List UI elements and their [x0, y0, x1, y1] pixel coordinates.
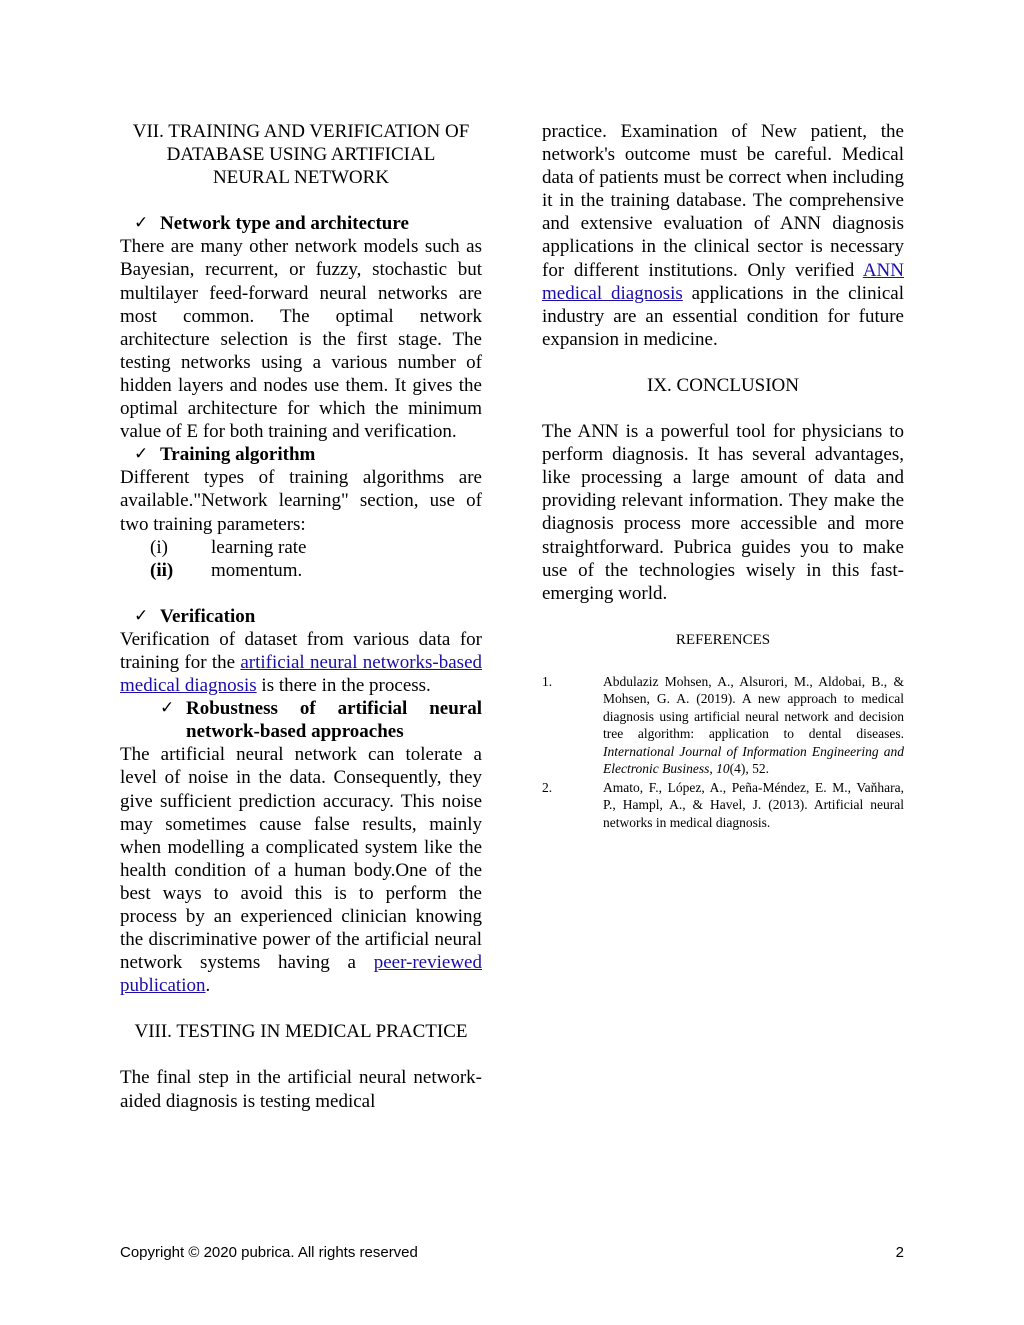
ann-medical-diagnosis-applications-link[interactable]: ANN medical diagnosis [542, 259, 904, 304]
reference-item [542, 779, 904, 832]
subheading-verification-label: Verification [160, 605, 256, 627]
checkmark-icon: ✓ [134, 605, 149, 626]
ann-medical-diagnosis-link[interactable]: artificial neural networks-based medical diagnosis [120, 651, 483, 697]
reference-item [542, 673, 904, 778]
reference-separator: , [709, 761, 717, 777]
section-heading-vii: VII. TRAINING AND VERIFICATION OF DATABASE USING ARTIFICIAL NEURAL NETWORK [132, 121, 470, 189]
checkmark-icon: ✓ [134, 444, 149, 465]
subheading-network-type-label: Network type and architecture [160, 213, 409, 235]
reference-journal: International Journal of Information Engineering and Electronic Business [603, 743, 904, 777]
reference-pages: (4), 52. [729, 761, 769, 777]
page-footer [120, 1244, 904, 1261]
verification-text-post: is there in the process. [256, 675, 431, 697]
subheading-robustness [160, 697, 482, 743]
section-heading-ix: IX. CONCLUSION [647, 374, 799, 396]
testing-text-pre: practice. Examination of New patient, the network's outcome must be careful. Medical data of patients must be correct when including it in the training database. The comprehensive and extensive evaluation of ANN diagnosis applications in the clinical sector is necessary for different institutions. Only verified [542, 121, 904, 281]
subheading-robustness-label: Robustness of artificial neural network-based approaches [186, 698, 482, 743]
verification-paragraph [120, 628, 482, 697]
robustness-text-pre: The artificial neural network can tolerate a level of noise in the data. Consequently, they give sufficient prediction accuracy. This noise may sometimes cause false results, mainly when modelling a complicated system like the health condition of a human body.One of the best ways to avoid this is to perform the process by an experienced clinician knowing the discriminative power of the artificial neural network systems having a [120, 744, 482, 974]
list-item-text: momentum. [211, 559, 303, 581]
testing-continued-paragraph [542, 120, 904, 351]
robustness-text-post: . [205, 975, 211, 997]
subheading-training-algorithm [134, 443, 482, 466]
list-item-number: (i) [150, 536, 168, 558]
subheading-verification [134, 605, 482, 628]
training-algorithm-paragraph: Different types of training algorithms are available."Network learning" section, use of two training parameters: [120, 467, 482, 535]
reference-number: 1. [542, 673, 553, 689]
robustness-paragraph [120, 743, 482, 997]
references-heading: REFERENCES [675, 631, 771, 648]
subheading-network-type [134, 212, 482, 235]
testing-paragraph: The final step in the artificial neural network-aided diagnosis is testing medical [120, 1067, 482, 1112]
copyright-text: Copyright © 2020 pubrica. All rights reserved [120, 1244, 418, 1261]
reference-text: Amato, F., López, A., Peña-Méndez, E. M., Vaňhara, P., Hampl, A., & Havel, J. (2013). Artificial neural networks in medical diagnosis. [603, 779, 904, 830]
checkmark-icon: ✓ [134, 213, 149, 234]
section-heading-viii: VIII. TESTING IN MEDICAL PRACTICE [134, 1021, 468, 1043]
conclusion-paragraph: The ANN is a powerful tool for physicians to perform diagnosis. It has several advantages, like processing a large amount of data and providing relevant information. They make the diagnosis process more accessible and more straightforward. Pubrica guides you to make use of the technologies wisely in this fast-emerging world. [542, 421, 904, 604]
subheading-training-algorithm-label: Training algorithm [160, 444, 316, 466]
list-item-text: learning rate [211, 536, 307, 558]
list-item [120, 559, 482, 582]
testing-text-post: applications in the clinical industry are an essential condition for future expansion in medicine. [542, 282, 904, 350]
reference-text: Abdulaziz Mohsen, A., Alsurori, M., Aldobai, B., & Mohsen, G. A. (2019). A new approach to medical diagnosis using artificial neural network and decision tree algorithm: application to dental diseases. [603, 673, 904, 742]
reference-number: 2. [542, 779, 553, 795]
list-item-number: (ii) [150, 559, 174, 581]
reference-volume: 10 [716, 761, 730, 777]
right-column [542, 120, 904, 831]
peer-reviewed-publication-link[interactable]: peer-reviewed publication [120, 952, 482, 997]
page-number: 2 [895, 1244, 904, 1261]
checkmark-icon: ✓ [160, 698, 175, 719]
left-column [120, 120, 482, 1113]
verification-text-pre: Verification of dataset from various data for training for the [120, 628, 482, 673]
network-type-paragraph: There are many other network models such as Bayesian, recurrent, or fuzzy, stochastic but multilayer feed-forward neural networks are most common. The optimal network architecture selection is the first stage. The testing networks using a various number of hidden layers and nodes use them. It gives the optimal architecture for which the minimum value of E for both training and verification. [120, 236, 482, 443]
list-item [120, 536, 482, 559]
